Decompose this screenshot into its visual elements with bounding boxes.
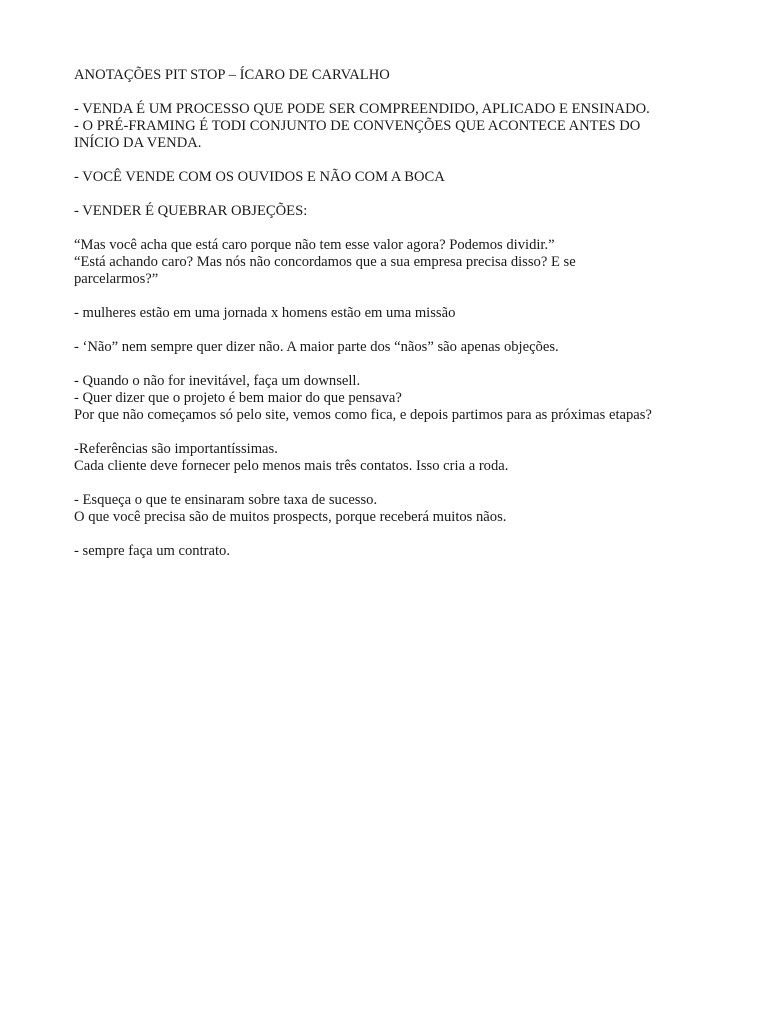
spacer <box>74 84 714 101</box>
spacer <box>74 424 714 441</box>
spacer <box>74 526 714 543</box>
spacer <box>74 220 714 237</box>
document-page <box>74 67 714 560</box>
note-line: Cada cliente deve fornecer pelo menos mais três contatos. Isso cria a roda. <box>74 458 509 474</box>
note-line: INÍCIO DA VENDA. <box>74 135 202 151</box>
spacer <box>74 288 714 305</box>
spacer <box>74 322 714 339</box>
note-line: O que você precisa são de muitos prospects, porque receberá muitos nãos. <box>74 509 507 525</box>
spacer <box>74 356 714 373</box>
note-line: - Quando o não for inevitável, faça um downsell. <box>74 373 361 389</box>
quote-line: “Mas você acha que está caro porque não tem esse valor agora? Podemos dividir.” <box>74 237 555 253</box>
quote-line: “Está achando caro? Mas nós não concordamos que a sua empresa precisa disso? E se <box>74 254 576 270</box>
spacer <box>74 475 714 492</box>
spacer <box>74 186 714 203</box>
note-line: -Referências são importantíssimas. <box>74 441 278 457</box>
note-line: - mulheres estão em uma jornada x homens estão em uma missão <box>74 305 456 321</box>
document-title: ANOTAÇÕES PIT STOP – ÍCARO DE CARVALHO <box>74 67 390 83</box>
note-line: - ‘Não” nem sempre quer dizer não. A maior parte dos “nãos” são apenas objeções. <box>74 339 559 355</box>
note-line: - sempre faça um contrato. <box>74 543 230 559</box>
note-line: Por que não começamos só pelo site, vemos como fica, e depois partimos para as próximas etapas? <box>74 407 652 423</box>
note-line: - Quer dizer que o projeto é bem maior do que pensava? <box>74 390 402 406</box>
note-line: - VOCÊ VENDE COM OS OUVIDOS E NÃO COM A BOCA <box>74 169 445 185</box>
note-line: - VENDER É QUEBRAR OBJEÇÕES: <box>74 203 308 219</box>
quote-line: parcelarmos?” <box>74 271 159 287</box>
note-line: - O PRÉ-FRAMING É TODI CONJUNTO DE CONVENÇÕES QUE ACONTECE ANTES DO <box>74 118 641 134</box>
spacer <box>74 152 714 169</box>
note-line: - Esqueça o que te ensinaram sobre taxa de sucesso. <box>74 492 378 508</box>
note-line: - VENDA É UM PROCESSO QUE PODE SER COMPREENDIDO, APLICADO E ENSINADO. <box>74 101 650 117</box>
